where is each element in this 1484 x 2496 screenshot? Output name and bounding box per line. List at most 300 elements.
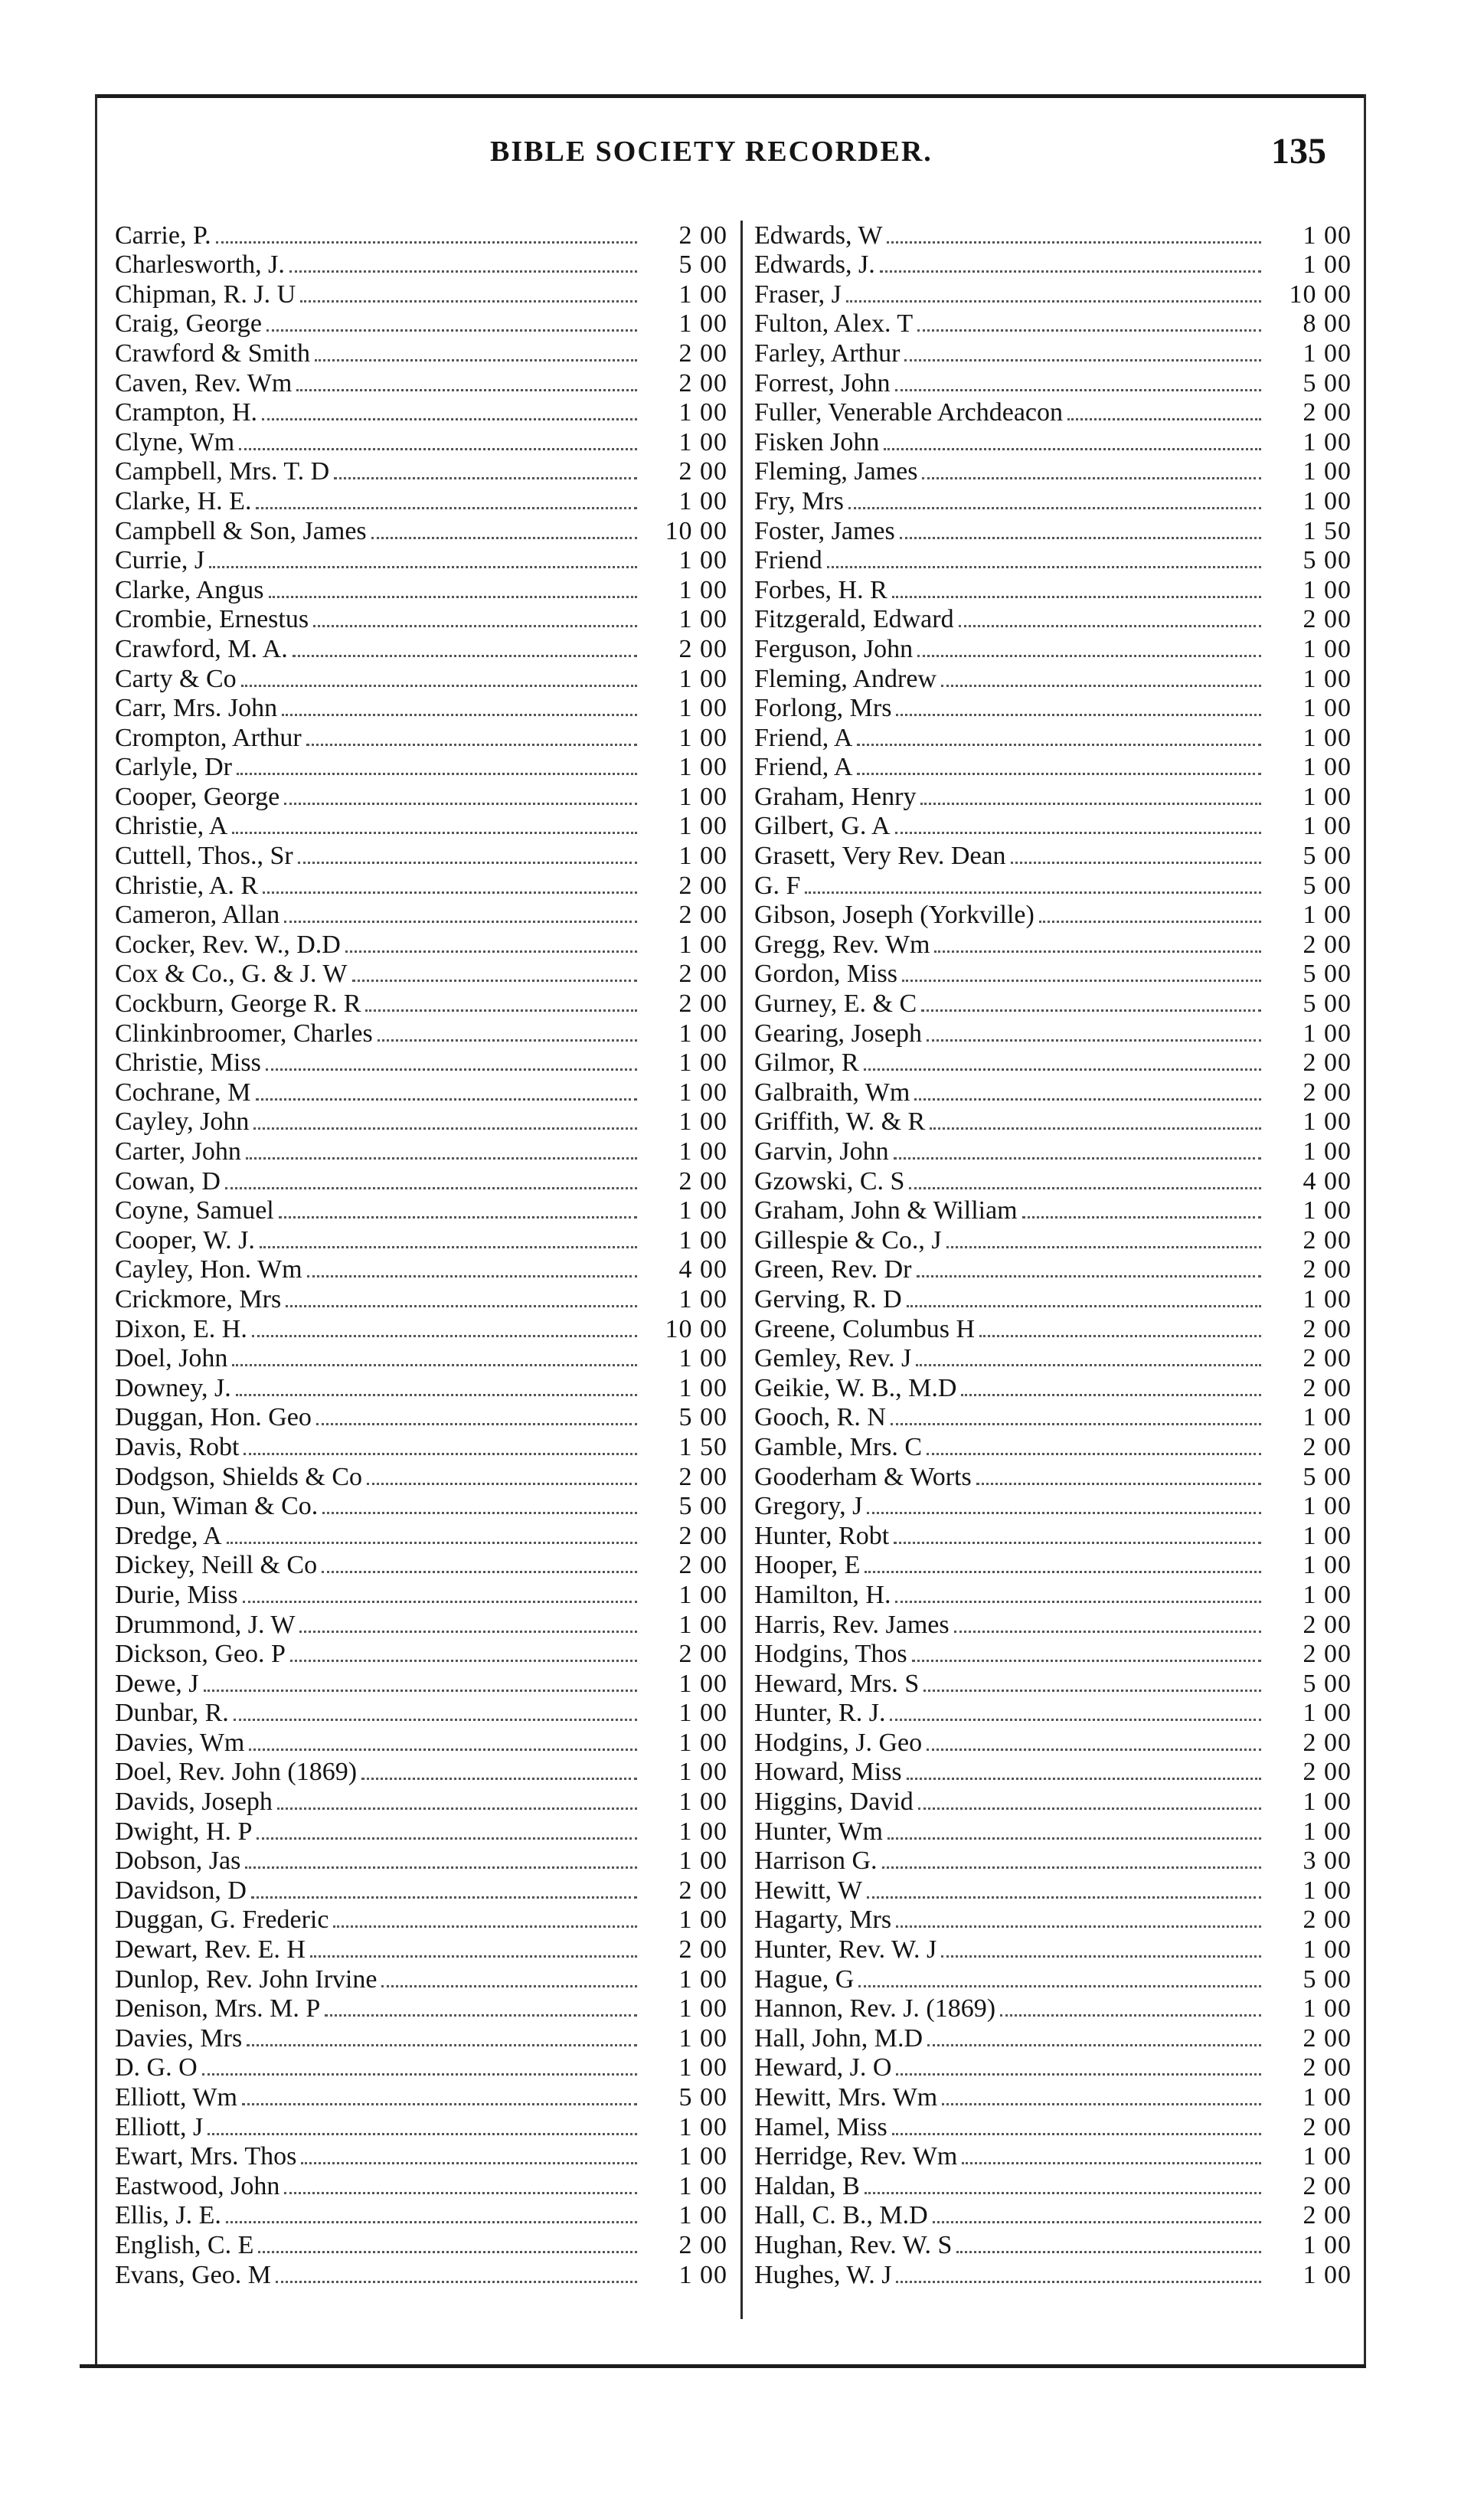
dot-leader: [902, 980, 1261, 982]
dot-leader: [266, 1068, 637, 1071]
right-subscriber-column: [754, 221, 1352, 2290]
subscriber-entry: [754, 339, 1352, 368]
subscriber-entry: [115, 339, 727, 368]
dot-leader: [253, 1127, 637, 1130]
dot-leader: [909, 1187, 1261, 1189]
subscriber-entry: [115, 2023, 727, 2053]
donation-amount: 2 00: [1303, 2023, 1352, 2053]
dot-leader: [920, 803, 1261, 805]
subscriber-name: Friend: [754, 546, 822, 575]
subscriber-entry: [115, 2142, 727, 2172]
subscriber-entry: [754, 2053, 1352, 2083]
dot-leader: [961, 1394, 1261, 1396]
dot-leader: [933, 2221, 1261, 2223]
dot-leader: [256, 1098, 637, 1101]
subscriber-name: Christie, A. R: [115, 871, 259, 900]
donation-amount: 1 00: [678, 782, 727, 811]
subscriber-name: Hunter, Wm: [754, 1817, 883, 1846]
donation-amount: 1 00: [678, 1964, 727, 1994]
subscriber-name: Dunlop, Rev. John Irvine: [115, 1964, 378, 1994]
subscriber-name: Graham, John & William: [754, 1196, 1018, 1225]
donation-amount: 1 00: [1303, 694, 1352, 723]
donation-amount: 8 00: [1303, 309, 1352, 339]
subscriber-entry: [754, 1906, 1352, 1935]
subscriber-name: Farley, Arthur: [754, 339, 901, 368]
subscriber-entry: [754, 546, 1352, 576]
subscriber-name: Campbell, Mrs. T. D: [115, 457, 330, 486]
dot-leader: [916, 1364, 1261, 1366]
donation-amount: 1 00: [1303, 1284, 1352, 1313]
bottom-rule: [80, 2364, 1366, 2368]
dot-leader: [1022, 1216, 1261, 1219]
subscriber-name: Galbraith, Wm: [754, 1078, 910, 1107]
subscriber-name: Forbes, H. R: [754, 575, 887, 604]
subscriber-name: Dewe, J: [115, 1669, 199, 1698]
donation-amount: 2 00: [1303, 2053, 1352, 2082]
subscriber-name: Dickey, Neill & Co: [115, 1551, 318, 1580]
donation-amount: 1 00: [1303, 634, 1352, 663]
dot-leader: [956, 2251, 1261, 2253]
dot-leader: [962, 2162, 1261, 2164]
subscriber-entry: [115, 1728, 727, 1758]
subscriber-name: Grasett, Very Rev. Dean: [754, 842, 1006, 871]
donation-amount: 1 00: [678, 1817, 727, 1846]
subscriber-entry: [115, 2171, 727, 2201]
dot-leader: [912, 1660, 1261, 1662]
donation-amount: 1 00: [678, 486, 727, 515]
donation-amount: 2 00: [678, 1935, 727, 1964]
dot-leader: [927, 2044, 1261, 2046]
subscriber-entry: [754, 1876, 1352, 1906]
dot-leader: [865, 1571, 1261, 1573]
subscriber-name: Hodgins, Thos: [754, 1640, 907, 1669]
dot-leader: [257, 1837, 637, 1840]
donation-amount: 1 00: [678, 1078, 727, 1107]
dot-leader: [315, 359, 637, 361]
subscriber-name: Campbell & Son, James: [115, 516, 367, 545]
donation-amount: 1 00: [678, 1788, 727, 1817]
donation-amount: 1 00: [678, 1580, 727, 1609]
donation-amount: 1 00: [1303, 486, 1352, 515]
subscriber-name: Edwards, J.: [754, 250, 875, 280]
donation-amount: 2 00: [1303, 1225, 1352, 1255]
subscriber-name: Hunter, R. J.: [754, 1699, 886, 1728]
subscriber-name: Fleming, James: [754, 457, 918, 486]
dot-leader: [867, 1896, 1261, 1899]
subscriber-name: Gregg, Rev. Wm: [754, 930, 930, 959]
dot-leader: [243, 1601, 637, 1603]
subscriber-name: Carty & Co: [115, 664, 237, 693]
subscriber-entry: [754, 871, 1352, 901]
dot-leader: [202, 2073, 637, 2076]
dot-leader: [216, 241, 637, 244]
dot-leader: [236, 1394, 637, 1396]
donation-amount: 1 00: [1303, 782, 1352, 811]
dot-leader: [1000, 2014, 1261, 2017]
subscriber-entry: [115, 1432, 727, 1462]
subscriber-entry: [115, 516, 727, 546]
subscriber-name: Gibson, Joseph (Yorkville): [754, 901, 1035, 930]
subscriber-entry: [115, 1137, 727, 1166]
subscriber-name: Dun, Wiman & Co.: [115, 1492, 319, 1521]
subscriber-name: Greene, Columbus H: [754, 1314, 976, 1343]
donation-amount: 1 00: [678, 427, 727, 456]
subscriber-name: Edwards, W: [754, 221, 883, 250]
donation-amount: 2 00: [1303, 1255, 1352, 1284]
dot-leader: [887, 1837, 1261, 1840]
subscriber-name: Cox & Co., G. & J. W: [115, 960, 348, 989]
dot-leader: [895, 1601, 1261, 1603]
donation-amount: 1 00: [1303, 1107, 1352, 1137]
subscriber-entry: [754, 368, 1352, 398]
donation-amount: 2 00: [678, 634, 727, 663]
subscriber-name: Dwight, H. P: [115, 1817, 253, 1846]
subscriber-entry: [115, 457, 727, 487]
subscriber-name: Carr, Mrs. John: [115, 694, 278, 723]
subscriber-entry: [754, 1255, 1352, 1285]
dot-leader: [865, 2192, 1261, 2194]
dot-leader: [316, 1423, 637, 1425]
subscriber-name: Clarke, Angus: [115, 575, 264, 604]
subscriber-name: Crompton, Arthur: [115, 723, 302, 752]
dot-leader: [857, 744, 1261, 746]
subscriber-name: Hague, G: [754, 1964, 855, 1994]
subscriber-name: Harris, Rev. James: [754, 1610, 950, 1639]
subscriber-entry: [754, 901, 1352, 931]
dot-leader: [895, 832, 1261, 834]
subscriber-name: Elliott, J: [115, 2112, 204, 2141]
dot-leader: [246, 1157, 637, 1160]
subscriber-name: Davidson, D: [115, 1876, 247, 1905]
subscriber-entry: [754, 1166, 1352, 1196]
subscriber-name: Davids, Joseph: [115, 1788, 273, 1817]
subscriber-entry: [754, 634, 1352, 664]
subscriber-name: Fleming, Andrew: [754, 664, 936, 693]
donation-amount: 1 00: [1303, 1492, 1352, 1521]
subscriber-entry: [754, 1137, 1352, 1166]
subscriber-name: Caven, Rev. Wm: [115, 368, 293, 397]
donation-amount: 2 00: [1303, 2112, 1352, 2141]
subscriber-entry: [115, 2201, 727, 2231]
dot-leader: [927, 1453, 1261, 1455]
subscriber-name: Haldan, B: [754, 2171, 860, 2200]
subscriber-name: Hagarty, Mrs: [754, 1906, 892, 1935]
donation-amount: 1 00: [1303, 2142, 1352, 2171]
dot-leader: [244, 1453, 637, 1455]
subscriber-entry: [754, 2260, 1352, 2290]
dot-leader: [941, 1955, 1261, 1958]
donation-amount: 1 00: [1303, 1196, 1352, 1225]
subscriber-name: Currie, J: [115, 546, 205, 575]
donation-amount: 2 00: [678, 1640, 727, 1669]
donation-amount: 3 00: [1303, 1847, 1352, 1876]
subscriber-entry: [115, 1492, 727, 1522]
subscriber-name: Hall, John, M.D: [754, 2023, 923, 2053]
donation-amount: 1 00: [678, 280, 727, 309]
dot-leader: [365, 1009, 637, 1012]
subscriber-entry: [115, 1580, 727, 1610]
donation-amount: 1 00: [1303, 723, 1352, 752]
donation-amount: 1 00: [678, 1196, 727, 1225]
dot-leader: [867, 1512, 1261, 1514]
donation-amount: 2 00: [678, 221, 727, 250]
subscriber-name: Ferguson, John: [754, 634, 914, 663]
subscriber-entry: [115, 2112, 727, 2142]
donation-amount: 2 00: [678, 339, 727, 368]
subscriber-name: Fisken John: [754, 427, 880, 456]
subscriber-entry: [115, 250, 727, 280]
subscriber-name: Dredge, A: [115, 1521, 222, 1550]
donation-amount: 1 00: [1303, 2230, 1352, 2259]
subscriber-name: Heward, J. O: [754, 2053, 892, 2082]
dot-leader: [976, 1483, 1261, 1485]
donation-amount: 2 00: [678, 1521, 727, 1550]
donation-amount: 5 00: [1303, 368, 1352, 397]
subscriber-entry: [754, 1196, 1352, 1226]
subscriber-name: Hooper, E: [754, 1551, 861, 1580]
subscriber-entry: [115, 575, 727, 605]
dot-leader: [333, 1925, 637, 1928]
subscriber-name: Harrison G.: [754, 1847, 878, 1876]
donation-amount: 1 00: [678, 1610, 727, 1639]
donation-amount: 5 00: [1303, 842, 1352, 871]
subscriber-name: Cuttell, Thos., Sr: [115, 842, 293, 871]
dot-leader: [239, 448, 637, 450]
subscriber-entry: [754, 1048, 1352, 1078]
subscriber-name: Doel, Rev. John (1869): [115, 1758, 358, 1787]
subscriber-name: Dobson, Jas: [115, 1847, 241, 1876]
dot-leader: [917, 655, 1261, 657]
dot-leader: [286, 1305, 637, 1307]
subscriber-name: Herridge, Rev. Wm: [754, 2142, 958, 2171]
dot-leader: [934, 950, 1261, 953]
subscriber-name: Carrie, P.: [115, 221, 211, 250]
dot-leader: [299, 1631, 637, 1633]
subscriber-name: Crombie, Ernestus: [115, 605, 309, 634]
subscriber-entry: [754, 841, 1352, 871]
dot-leader: [258, 2251, 637, 2253]
subscriber-name: Higgins, David: [754, 1788, 914, 1817]
donation-amount: 2 00: [1303, 930, 1352, 959]
donation-amount: 1 00: [1303, 457, 1352, 486]
dot-leader: [900, 537, 1261, 539]
page-number: 135: [1271, 131, 1326, 172]
dot-leader: [227, 1542, 637, 1544]
subscriber-entry: [754, 516, 1352, 546]
subscriber-entry: [115, 901, 727, 931]
subscriber-entry: [754, 1580, 1352, 1610]
subscriber-entry: [754, 280, 1352, 309]
subscriber-entry: [754, 1964, 1352, 1994]
subscriber-entry: [115, 1284, 727, 1314]
subscriber-entry: [115, 1019, 727, 1048]
subscriber-entry: [115, 1669, 727, 1699]
donation-amount: 1 00: [678, 1284, 727, 1313]
subscriber-entry: [754, 221, 1352, 250]
donation-amount: 2 00: [1303, 1610, 1352, 1639]
dot-leader: [922, 477, 1261, 479]
dot-leader: [378, 1039, 637, 1042]
donation-amount: 5 00: [1303, 1669, 1352, 1698]
dot-leader: [894, 1157, 1261, 1160]
subscriber-entry: [115, 1373, 727, 1403]
subscriber-name: Cochrane, M: [115, 1078, 251, 1107]
subscriber-entry: [754, 1284, 1352, 1314]
dot-leader: [279, 1216, 637, 1219]
subscriber-entry: [115, 1876, 727, 1906]
donation-amount: 2 00: [678, 368, 727, 397]
donation-amount: 2 00: [1303, 1314, 1352, 1343]
subscriber-entry: [754, 2023, 1352, 2053]
subscriber-name: Cocker, Rev. W., D.D: [115, 930, 341, 959]
subscriber-name: Geikie, W. B., M.D: [754, 1373, 957, 1402]
subscriber-name: Davis, Robt: [115, 1432, 240, 1461]
subscriber-entry: [754, 1728, 1352, 1758]
subscriber-entry: [754, 1344, 1352, 1374]
donation-amount: 1 00: [1303, 753, 1352, 782]
dot-leader: [892, 596, 1261, 598]
subscriber-name: Ellis, J. E.: [115, 2201, 221, 2230]
subscriber-name: Crampton, H.: [115, 398, 258, 427]
subscriber-entry: [754, 753, 1352, 783]
donation-amount: 1 00: [1303, 1403, 1352, 1432]
subscriber-entry: [754, 694, 1352, 724]
dot-leader: [263, 891, 637, 894]
subscriber-name: Hunter, Robt: [754, 1521, 890, 1550]
subscriber-entry: [754, 1610, 1352, 1640]
dot-leader: [241, 685, 637, 687]
subscriber-entry: [754, 1787, 1352, 1817]
donation-amount: 1 50: [1303, 516, 1352, 545]
subscriber-entry: [754, 1551, 1352, 1581]
subscriber-entry: [115, 1964, 727, 1994]
subscriber-name: D. G. O: [115, 2053, 198, 2082]
subscriber-entry: [754, 309, 1352, 339]
subscriber-name: Graham, Henry: [754, 782, 917, 811]
subscriber-name: Fraser, J: [754, 280, 842, 309]
dot-leader: [307, 1275, 637, 1277]
donation-amount: 10 00: [1289, 280, 1352, 309]
subscriber-name: Denison, Mrs. M. P: [115, 1994, 321, 2023]
donation-amount: 1 00: [1303, 1935, 1352, 1964]
subscriber-name: Griffith, W. & R: [754, 1107, 926, 1137]
dot-leader: [313, 625, 637, 627]
dot-leader: [260, 1246, 637, 1248]
subscriber-entry: [754, 989, 1352, 1019]
donation-amount: 1 00: [1303, 1521, 1352, 1550]
subscriber-name: Gooch, R. N: [754, 1403, 886, 1432]
subscriber-name: Hewitt, W: [754, 1876, 863, 1905]
subscriber-name: G. F: [754, 871, 801, 900]
dot-leader: [284, 921, 637, 923]
donation-amount: 1 00: [678, 1048, 727, 1078]
subscriber-name: Fulton, Alex. T: [754, 309, 914, 339]
subscriber-entry: [754, 2082, 1352, 2112]
subscriber-name: Ewart, Mrs. Thos: [115, 2142, 297, 2171]
subscriber-entry: [754, 250, 1352, 280]
subscriber-name: Foster, James: [754, 516, 895, 545]
subscriber-entry: [754, 1640, 1352, 1670]
donation-amount: 2 00: [678, 990, 727, 1019]
subscriber-entry: [754, 1492, 1352, 1522]
donation-amount: 2 00: [1303, 2201, 1352, 2230]
dot-leader: [325, 2014, 637, 2017]
dot-leader: [864, 1068, 1261, 1071]
subscriber-name: Hamilton, H.: [754, 1580, 891, 1609]
donation-amount: 2 00: [1303, 1344, 1352, 1373]
subscriber-name: Hall, C. B., M.D: [754, 2201, 928, 2230]
donation-amount: 2 00: [1303, 1728, 1352, 1757]
dot-leader: [284, 2192, 637, 2194]
dot-leader: [907, 1778, 1261, 1780]
subscriber-name: Eastwood, John: [115, 2171, 280, 2200]
subscriber-entry: [115, 2082, 727, 2112]
subscriber-entry: [754, 1817, 1352, 1847]
subscriber-entry: [115, 960, 727, 990]
subscriber-entry: [115, 1166, 727, 1196]
donation-amount: 5 00: [678, 1403, 727, 1432]
subscriber-entry: [754, 1107, 1352, 1137]
subscriber-entry: [754, 2171, 1352, 2201]
subscriber-entry: [754, 1847, 1352, 1876]
dot-leader: [277, 1807, 637, 1810]
donation-amount: 1 50: [678, 1432, 727, 1461]
donation-amount: 1 00: [678, 1847, 727, 1876]
dot-leader: [895, 389, 1261, 391]
subscriber-entry: [115, 1935, 727, 1964]
donation-amount: 2 00: [678, 1876, 727, 1905]
subscriber-name: Clarke, H. E.: [115, 486, 252, 515]
donation-amount: 1 00: [678, 1699, 727, 1728]
dot-leader: [918, 1807, 1261, 1810]
donation-amount: 1 00: [1303, 1817, 1352, 1846]
dot-leader: [921, 1009, 1261, 1012]
top-rule: [95, 94, 1366, 98]
donation-amount: 1 00: [1303, 427, 1352, 456]
dot-leader: [310, 1955, 637, 1958]
donation-amount: 1 00: [678, 812, 727, 841]
subscriber-entry: [115, 1551, 727, 1581]
subscriber-name: Heward, Mrs. S: [754, 1669, 920, 1698]
subscriber-entry: [115, 782, 727, 812]
subscriber-entry: [115, 989, 727, 1019]
donation-amount: 1 00: [678, 1137, 727, 1166]
subscriber-entry: [115, 1462, 727, 1492]
dot-leader: [245, 1866, 637, 1869]
subscriber-name: Charlesworth, J.: [115, 250, 285, 280]
subscriber-entry: [115, 605, 727, 635]
dot-leader: [896, 714, 1261, 716]
donation-amount: 2 00: [1303, 1432, 1352, 1461]
subscriber-entry: [754, 930, 1352, 960]
subscriber-name: Coyne, Samuel: [115, 1196, 274, 1225]
subscriber-entry: [115, 1758, 727, 1788]
donation-amount: 2 00: [1303, 1078, 1352, 1107]
donation-amount: 5 00: [1303, 960, 1352, 989]
subscriber-entry: [115, 1906, 727, 1935]
subscriber-name: Christie, Miss: [115, 1048, 261, 1078]
donation-amount: 4 00: [1303, 1166, 1352, 1196]
subscriber-entry: [115, 1787, 727, 1817]
subscriber-name: Gamble, Mrs. C: [754, 1432, 923, 1461]
dot-leader: [247, 2044, 637, 2046]
subscriber-entry: [115, 280, 727, 309]
donation-amount: 1 00: [678, 1373, 727, 1402]
subscriber-name: Crawford, M. A.: [115, 634, 288, 663]
dot-leader: [226, 2221, 637, 2223]
dot-leader: [232, 1364, 637, 1366]
dot-leader: [959, 625, 1261, 627]
